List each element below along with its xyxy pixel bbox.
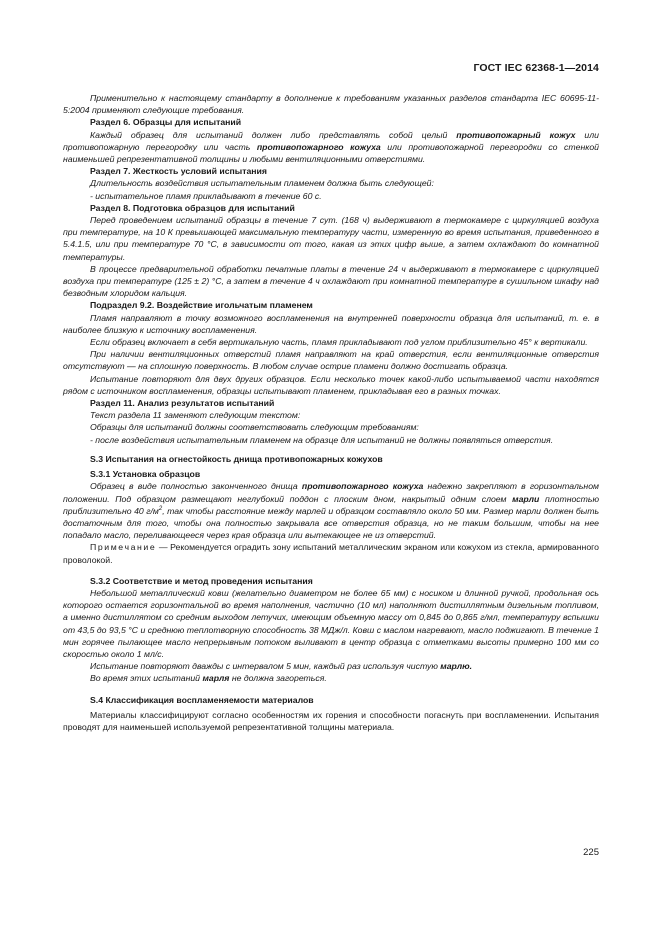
page-number: 225 [583,847,599,858]
paragraph-s3-2-3: Во время этих испытаний марля не должна загореться. [90,673,327,684]
paragraph-7-1: Длительность воздействия испытательным пламенем должна быть следующей: [90,178,434,189]
paragraph-7-2: - испытательное пламя прикладывают в течение 60 с. [90,190,322,201]
paragraph-9-2-2: Если образец включает в себя вертикальную часть, пламя прикладывают под углом приблизительно 45° к вертикали. [90,337,588,348]
paragraph-9-2-3: При наличии вентиляционных отверстий пламя направляют на край отверстия, если вентиляционные отверстия отсутствуют — на сплошную поверхность. В любом случае острие пламени должно достигать образца. [63,349,599,372]
paragraph-11-1: Текст раздела 11 заменяют следующим текстом: [90,410,301,421]
heading-s3: S.3 Испытания на огнестойкость днища противопожарных кожухов [90,453,383,464]
heading-section-7: Раздел 7. Жесткость условий испытания [90,166,267,177]
paragraph-11-3: - после воздействия испытательным пламенем на образце для испытаний не должны появляться отверстия. [90,434,554,445]
paragraph-9-2-1: Пламя направляют в точку возможного воспламенения на внутренней поверхности образца для испытаний, т. е. в наиболее близкую к источнику воспламенения. [63,312,599,335]
paragraph-s4: Материалы классифицируют согласно особенностям их горения и способности погаснуть при воспламенении. Испытания проводят для наименьшей используемой репрезентативной толщины материала. [63,709,599,732]
document-header: ГОСТ IEC 62368-1—2014 [473,62,599,74]
paragraph-section-6: Каждый образец для испытаний должен либо представлять собой целый противопожарный кожух или противопожарную перегородку или часть противопожарного кожуха или противопожарной перегородки со стенкой наименьшей репрезентативной толщины и любыми вентиляционными отверстиями. [63,129,599,165]
heading-s3-1: S.3.1 Установка образцов [90,469,201,480]
heading-subsection-9-2: Подраздел 9.2. Воздействие игольчатым пламенем [90,300,313,311]
paragraph-9-2-4: Испытание повторяют для двух других образцов. Если несколько точек какой-либо испытываемой части находятся рядом с источником воспламенения, образцы испытывают пламенем, прикладывая его в разных точках. [63,373,599,396]
heading-s4: S.4 Классификация воспламеняемости материалов [90,694,314,705]
heading-section-11: Раздел 11. Анализ результатов испытаний [90,398,275,409]
heading-section-6: Раздел 6. Образцы для испытаний [90,117,242,128]
note-paragraph: Примечание — Рекомендуется оградить зону испытаний металлическим экраном или кожухом из стекла, армированного проволокой. [63,542,599,565]
paragraph-8-1: Перед проведением испытаний образцы в течение 7 сут. (168 ч) выдерживают в термокамере с циркуляцией воздуха при температуре, на 10 К превышающей максимальную температуру части, измеренную во время испытания, приведенного в 5.4.1.5, или при температуре 70 °С, в зависимости от того, какая из этих цифр выше, а затем охлаждают до комнатной температуры. [63,215,599,262]
paragraph-s3-2-2: Испытание повторяют дважды с интервалом 5 мин, каждый раз используя чистую марлю. [90,661,473,672]
heading-section-8: Раздел 8. Подготовка образцов для испытаний [90,202,295,213]
paragraph-11-2: Образцы для испытаний должны соответствовать следующим требованиям: [90,422,419,433]
page-body [63,92,599,733]
paragraph-s3-2-1: Небольшой металлический ковш (желательно диаметром не более 65 мм) с носиком и длинной ручкой, продольная ось которого остается горизонтальной во время наполнения, частично (10 мл) наполняют дистиллятным дизельным топливом, а именно дистиллятом со средним выходом летучих, имеющим объемную массу от 0,845 до 0,865 г/мл, температуру вспышки от 43,5 до 93,5 °С и среднюю теплотворную способность 38 МДж/л. Ковш с маслом нагревают, масло поджигают. В течение 1 мин горячее пылающее масло непрерывным потоком выливают в центр образца с отметками высоты примерно 100 мм со скоростью около 1 мл/с. [63,587,599,659]
intro-paragraph: Применительно к настоящему стандарту в дополнение к требованиям указанных разделов стандарта IEC 60695-11-5:2004 применяют следующие требования. [63,93,599,116]
paragraph-s3-1: Образец в виде полностью законченного днища противопожарного кожуха надежно закрепляют в горизонтальном положении. Под образцом размещают неглубокий поддон с плоским дном, накрытый одним слоем марли плотностью приблизительно 40 $г/м^2$, так чтобы расстояние между марлей и образцом составляло около 50 мм. Размер марли должен быть достаточным для того, чтобы она полностью закрывала все отверстия образца, но не таким большим, чтобы на нее попадало масло, переливающееся через края образца или вытекающее не из отверстий. [63,481,600,541]
heading-s3-2: S.3.2 Соответствие и метод проведения испытания [90,575,313,586]
paragraph-8-2: В процессе предварительной обработки печатные платы в течение 24 ч выдерживают в термокамере с циркуляцией воздуха при температуре (125 ± 2) °С, а затем в течение 4 ч охлаждают при комнатной температуре в сушильном шкафу над безводным хлоридом кальция. [63,263,599,299]
